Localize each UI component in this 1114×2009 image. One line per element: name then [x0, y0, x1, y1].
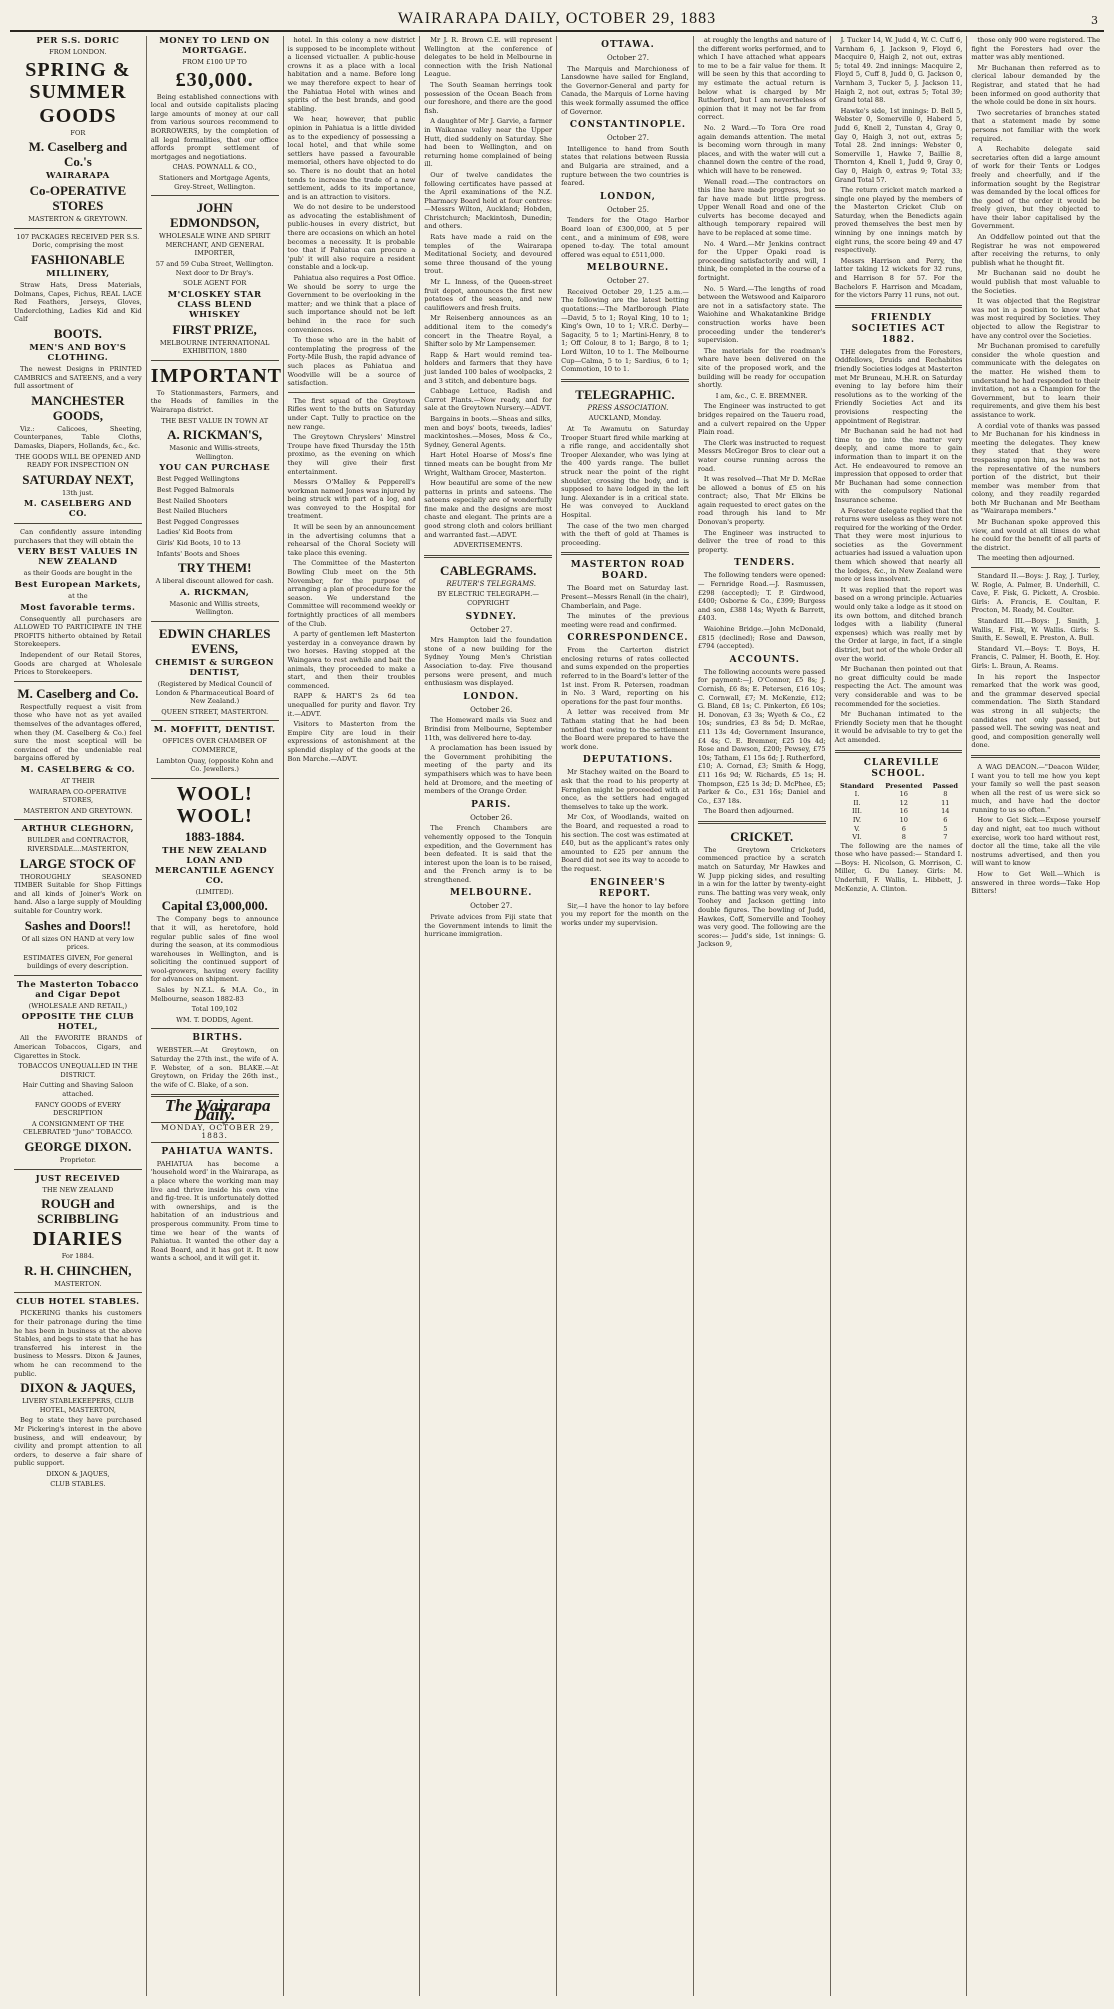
news-item: How beautiful are some of the new patterns in prints and sateens. The sateens especially are of wonderfully fine make and the designs are most chaste and elegant. The prints are a good strong cloth and colors brilliant and warranted fast.—ADVT. — [424, 479, 553, 539]
article-paragraph: Mr Buchanan then referred as to clerical labour demanded by the Registrar, and stated that he had been informed on good authority that the whole could be done in six hours. — [971, 63, 1100, 107]
ad-diaries-nz: THE NEW ZEALAND — [42, 1185, 114, 1194]
news-item: The South Seaman herrings took possession of the Ocean Beach from our foreshore, and there are the good fish. — [424, 80, 553, 115]
article-paragraph: No. 5 Ward.—The lengths of road between the Wetswood and Kaiparoro are not in a satisfactory state. The Waiohine and Whakatankine Bridge construction works have been proceeding under the tenderer's supervision. — [697, 284, 826, 345]
cricket-text: The Greytown Cricketers commenced practice by a scratch match on Saturday, Mr Hawkes and W. Jupp picking sides, and resulting in a win for the latter by twenty-eight runs. The batting was very weak, only Toohey and Jackson getting into double figures. The bowling of Judd, Hawkes, Coff, Somerville and Toohey was very good. The following are the scores:— Judd's side, 1st innings: G. Jackson 9, — [697, 845, 826, 949]
ad-rickman-addr: Masonic and Willis-streets, Wellington. — [169, 444, 260, 461]
friendly-societies-heading: FRIENDLY SOCIETIES ACT 1882. — [851, 312, 946, 345]
ad-edmondson-whisky: M'CLOSKEY STAR CLASS BLEND WHISKEY — [167, 289, 262, 320]
news-item: A party of gentlemen left Masterton yesterday in a conveyance drawn by two horses. Having stopped at the Waingawa to rest awhile and bait the animals, they proceeded to make a start, and then their troubles commenced. — [287, 630, 416, 690]
friendly-societies-text: A Forester delegate replied that the returns were useless as they were not required for the working of the Order. That they were most injurious to societies as the Government actuaries had issued a valuation upon them which showed that nearly all the lodges, &c., in New Zealand were more or less insolvent. — [834, 506, 963, 584]
friendly-societies-text: Mr Buchanan intimated to the Friendly Society men that he thought it would be advisable to try to get the Act amended. — [834, 710, 963, 744]
cable-text: Received October 29, 1.25 a.m.—The following are the latest betting quotations:—The Marlborough Plate —David, 5 to 1; Royal King, 10 to 1; King's Own, 10 to 1; V.R.C. Derby—Sagacity, 5 to 1; Martini-Henry, 8 to 1; Off Colour, 8 to 1; Bargo, 8 to 1; Lord Wilton, 10 to 1. The Melbourne Cup—Calma, 5 to 1; Sardius, 6 to 1; Commotion, 10 to 1. — [561, 287, 689, 374]
ad-caselberg — [14, 686, 142, 816]
ad-caselberg-stores: WAIRARAPA CO-OPERATIVE STORES, — [29, 787, 127, 805]
page-number: 3 — [1091, 14, 1098, 27]
ad-wool-capital: Capital £3,000,000. — [161, 898, 268, 914]
table-row — [835, 833, 963, 842]
ad-caselberg-text: Respectfully request a visit from those who have not as yet availed themselves of the advantages offered, when they (M. Caselberg & Co.) feel sure the most sceptical will be convinced of the undeniable real bargains offered by — [14, 702, 142, 763]
ad-edmondson-sole: SOLE AGENT FOR — [183, 279, 247, 288]
news-item: Messrs O'Malley & Pepperell's workman named Jones was injured by being struck with part of a log, and was conveyed to the Hospital for treatment. — [287, 478, 416, 521]
ad-rickman-item: Best Pegged Congresses — [156, 517, 239, 526]
table-cell: 7 — [943, 833, 948, 842]
column-8 — [967, 36, 1104, 1996]
ad-diaries-year: For 1884. — [61, 1252, 95, 1261]
road-board-heading: MASTERTON ROAD BOARD. — [570, 560, 686, 582]
ad-edmondson-trade: WHOLESALE WINE AND SPIRIT MERCHANT, AND GENERAL IMPORTER, — [159, 232, 271, 258]
miscellany-item: A WAG DEACON.—"Deacon Wilder, I want you to tell me how you kept your family so well the past season when all the rest of us were sick so much, and have had the doctor running to us so often." — [971, 762, 1100, 814]
cable-text: Tenders for the Otago Harbor Board loan of £300,000, at 5 per cent., and a minimum of £98, were opened to-day. The total amount offered was equal to £511,000. — [561, 216, 689, 259]
page-header-title: WAIRARAPA DAILY, OCTOBER 29, 1883 — [397, 10, 717, 27]
friendly-societies-text: Mr Buchanan said he had not had time to go into the matter very deeply, and came more to gain information than to impart it on the Act. He endeavoured to remove an impression that opposed to order that Mr Buchanan had some connection with the compulsory National Insurance scheme. — [834, 427, 963, 504]
news-item: It will be seen by an announcement in the advertising columns that a rehearsal of the Choral Society will take place this evening. — [287, 523, 416, 557]
column-3 — [284, 36, 421, 1996]
table-cell: II. — [853, 798, 861, 807]
accounts-heading: ACCOUNTS. — [729, 654, 800, 665]
ad-signature: M. CASELBERG AND CO. — [23, 499, 132, 520]
news-item: Mr L. Inness, of the Queen-street fruit depot, announces the first new potatoes of the season, and new cauliflowers and fresh fruits. — [424, 278, 553, 312]
leader-text: PAHIATUA has become a 'household word' in the Wairarapa, as a place where the working man may live and thrive inside his own vine and fig-tree. It is unfortunately dotted with ownerships, and is the habitation of an industrious and prosperous community. From time to time we hear of the wants of Pahiatua. It wanted the other day a Road Board, and it has got it. It now wants a school, and it will get it. — [150, 1159, 279, 1263]
ad-money — [151, 36, 279, 191]
ad-wool-sign: WM. T. DODDS, Agent. — [176, 1015, 254, 1024]
ad-cleghorn-all: Of all sizes ON HAND at very low prices. — [21, 934, 135, 952]
ad-packages — [14, 233, 142, 520]
ad-rickman-you: YOU CAN PURCHASE — [159, 463, 271, 474]
ad-cleghorn — [14, 824, 142, 971]
ad-at: at the — [68, 592, 88, 601]
article-paragraph: Hawke's side, 1st innings: D. Bell 5, Webster 0, Somerville 0, Haberd 5, Judd 6, Knell 2, Tunstan 4, Gray 0, Gay 0, Haigh 3, not out, extras 5; Total 28. 2nd innings: Webster 0, Somerville 1, Hawke 7, Baillie 8, Thornton 4, Knell 1, Judd 9, Gray 0, Gay 0, Haigh 0, extras 9; Total 33; Grand Total 57. — [834, 106, 963, 184]
news-item: RAPP & HART'S 2s 6d tea unequalled for purity and flavor. Try it.—ADVT. — [287, 692, 416, 718]
ad-saturday: SATURDAY NEXT, — [22, 471, 134, 487]
table-cell: 8 — [901, 833, 906, 842]
ad-very-best: VERY BEST VALUES IN NEW ZEALAND — [17, 547, 139, 568]
ad-edmondson-exhib: MELBOURNE INTERNATIONAL EXHIBITION, 1880 — [159, 338, 270, 356]
ad-evens — [151, 626, 279, 716]
clareville-heading: CLAREVILLE SCHOOL. — [863, 757, 940, 779]
table-header: Standard — [840, 781, 874, 790]
article-paragraph: It was resolved—That Mr D. McRae be allowed a bonus of £5 on his contract; also, That Mr Elkins be again requested to erect gates on the road through his land to Mr Donovan's property. — [697, 475, 826, 527]
engineer-text: Sir,—I have the honor to lay before you my report for the month on the works under my supervision. — [561, 901, 689, 927]
telegraphic-text: At Te Awamutu on Saturday Trooper Stuart fired while marking at a rifle range, and accidentally shot Trooper Alexander, who was lying at the 400 yards range. The bullet struck near the point of the right shoulder, crossing the body, and is supposed to have lodged in the left lung. Alexander is in a critical state. He was conveyed to Auckland Hospital. — [561, 425, 689, 519]
road-board-text: The Board met on Saturday last. Present—Messrs Renall (in the chair), Chamberlain, and Page. — [561, 584, 689, 610]
news-item: The Committee of the Masterton Bowling Club meet on the 5th November, for the purpose of arranging a plan of procedure for the season. We understand the Committee will recommend weekly or fortnightly practices of all members of the Club. — [287, 559, 416, 628]
dateline-date: October 27. — [470, 625, 513, 634]
news-item: Mr J. R. Brown C.E. will represent Wellington at the conference of delegates to be held in Melbourne in connection with the Irish National League. — [424, 36, 553, 79]
table-row — [835, 807, 963, 816]
ad-rickman-sign: A. RICKMAN, — [179, 587, 250, 598]
table-cell: 6 — [901, 824, 906, 833]
dateline-ottawa: OTTAWA. — [601, 40, 655, 50]
column-4 — [420, 36, 557, 1996]
article-paragraph: An Oddfellow pointed out that the Registrar he was not empowered after receiving the returns, to only publish what he thought fit. — [971, 233, 1100, 267]
newspaper-nameplate: The Wairarapa Daily. — [164, 1096, 271, 1124]
ad-packages-text: 107 PACKAGES RECEIVED PER S.S. Doric, comprising the most — [16, 232, 140, 250]
article-paragraph: Mr Buchanan said no doubt he would publish that most valuable to the Societies. — [971, 269, 1100, 295]
article-paragraph: at roughly the lengths and nature of the different works performed, and to which I have attached what appears to me to be a fair value for them. It will be seen by this that according to my estimate the actual return is below what is charged by Mr Rutherford, but I am nevertheless of opinion that it may not be far from correct. — [697, 36, 826, 122]
clareville-continued: Standard III.—Boys: J. Smith, J. Wallis, E. Fisk, W. Wallis. Girls: S. Smith, E. Sewell, E. Preston, A. Bull. — [971, 617, 1100, 643]
table-row — [835, 816, 963, 825]
news-item: Rats have made a raid on the temples of the Wairarapa Meditational Society, and devoured some three thousand of the young trout. — [424, 233, 553, 276]
dateline-date: October 27. — [606, 54, 649, 62]
cablegrams-heading: CABLEGRAMS. — [439, 562, 537, 578]
ad-diaries-title: DIARIES — [32, 1228, 124, 1251]
ad-cleghorn-large: LARGE STOCK OF — [19, 855, 136, 871]
article-paragraph: hotel. In this colony a new district is supposed to be incomplete without a licensed victualler. A public-house crowns it as a place with a local habitation and a name. Before long we may therefore expect to hear of the Pahiatua Hotel with wines and spirits of the best brands, and good stabling. — [287, 36, 416, 113]
ad-stables-text: PICKERING thanks his customers for their patronage during the time he has been in business at the above Stables, and begs to state that he has transferred his interest in the business to Messrs. Dixon & Jaunes, whom he can recommend to the public. — [14, 1309, 142, 1378]
telegraphic-dateline: AUCKLAND, Monday. — [588, 414, 662, 423]
clareville-continued: Standard II.—Boys: J. Ray, J. Turley, W. Rogle, A. Palmer, B. Underhill, C. Cave, F. Fisk, G. Pickett, A. Crosbie. Girls: A. Francis, E. Coultan, F. Procton, M. Ready, M. Coulter. — [971, 572, 1100, 615]
ad-caselberg-at: AT THEIR — [61, 776, 95, 785]
ad-designs: The newest Designs in PRINTED CAMBRICS and SATEENS, and a very full assortment of — [14, 364, 142, 391]
news-item: The Greytown Chryslers' Minstrel Troupe have fixed Thursday the 15th proximo, as the evening on which they will give their first entertainment. — [287, 433, 416, 476]
telegraphic-sub: PRESS ASSOCIATION. — [587, 403, 669, 412]
table-cell: III. — [852, 807, 862, 816]
article-paragraph: Wenall road.—The contractors on this line have made progress, but so far have made but little progress. Upper Wenall Road and one of the culverts has become decayed and although temporary repaired will have to be replaced at some time. — [697, 177, 826, 238]
ad-rickman-try: TRY THEM! — [177, 560, 252, 576]
ad-date: 13th just. — [61, 488, 94, 497]
page-header — [10, 6, 1104, 32]
ad-club-stables — [14, 1297, 142, 1489]
ad-money-head: MONEY TO LEND ON MORTGAGE. — [159, 36, 270, 56]
ad-stores: Co-OPERATIVE STORES — [29, 183, 127, 214]
dateline-london: LONDON, — [600, 191, 656, 202]
ad-moffitt — [151, 725, 279, 773]
ad-terms: Most favorable terms. — [20, 602, 136, 613]
deputations-text: Mr Cox, of Woodlands, waited on the Board, and requested a road to his section. The cost was estimated at £40, but as the applicant's rates only amounted to £25 per annum the Board did not see its way to accede to the request. — [561, 813, 689, 873]
news-item: Visitors to Masterton from the Empire City are loud in their expressions of astonishment at the splendid display of the goods at the Bon Marche.—ADVT. — [287, 720, 416, 763]
cable-text: The Homeward mails via Suez and Brindisi from Melbourne, September 11th, was delivered here to-day. — [424, 716, 553, 742]
table-cell: IV. — [852, 815, 862, 824]
ad-tobacco-opp: OPPOSITE THE CLUB HOTEL, — [21, 1012, 135, 1033]
cablegrams-elec: BY ELECTRIC TELEGRAPH.—COPYRIGHT — [437, 590, 539, 608]
cable-text: Private advices from Fiji state that the Government intends to limit the hurricane immigration. — [424, 913, 553, 939]
ad-tobacco-consign: A CONSIGNMENT OF THE CELEBRATED "Juno" TOBACCO. — [23, 1119, 133, 1137]
friendly-societies-text: It was replied that the report was based on a wrong principle. Actuaries would only take a lodge as it stood on its own bottom, and ditched branch lodges with a liability (funeral expenses) which was really met by the Order at large, in fact, if a single district, but not of the whole Order all over the world. — [834, 585, 963, 663]
ad-tobacco-sub: (WHOLESALE AND RETAIL,) — [28, 1001, 128, 1010]
ad-spring-summer — [14, 36, 142, 224]
ad-money-amount: £30,000. — [175, 68, 254, 91]
ad-tobacco-prop: Proprietor. — [59, 1156, 96, 1164]
deputations-text: Mr Stachey waited on the Board to ask that the road to his property at Fernglen might be proceeded with at once, as the settlers had engaged themselves to take up the work. — [561, 768, 689, 811]
table-cell: 8 — [943, 790, 948, 799]
ad-towns: MASTERTON & GREYTOWN. — [28, 215, 128, 224]
news-item: A daughter of Mr J. Garvie, a farmer in Waikanae valley near the Upper Hutt, died suddenly on Saturday. She had been to Wellington, and on returning home complained of being ill. — [424, 117, 553, 169]
ad-cleghorn-name: ARTHUR CLEGHORN, — [21, 824, 135, 835]
ad-items-text: Straw Hats, Dress Materials, Dolmans, Capes, Fichus, REAL LACE Red Feathers, Jerseys, Gloves, Underclothing, Ladies Kid and Kid Calf — [14, 280, 142, 324]
births-text: WEBSTER.—At Greytown, on Saturday the 27th inst., the wife of A. F. Webster, of a son. BLAKE.—At Greytown, on Friday the 26th inst., the wife of C. Blake, of a son. — [150, 1046, 279, 1089]
table-cell: 12 — [899, 798, 908, 807]
accounts-close: The Board then adjourned. — [703, 807, 794, 816]
advertisements-note: ADVERTISEMENTS. — [453, 541, 523, 550]
table-cell: 10 — [899, 815, 908, 824]
ad-boots: BOOTS. — [53, 325, 102, 341]
ad-rickman-sub: To Stationmasters, Farmers, and the Heads of families in the Wairarapa district. — [150, 388, 279, 415]
columns — [10, 36, 1104, 1996]
ad-rickman-name: A. RICKMAN'S, — [167, 427, 263, 443]
cricket-heading: CRICKET. — [730, 828, 794, 844]
friendly-societies-text: Mr Buchanan then pointed out that no great difficulty could be made respecting the Act. The amount was very considerable and was to be recommended for the societies. — [834, 665, 963, 708]
ad-edmondson — [151, 200, 279, 356]
article-paragraph: The materials for the roadman's whare have been delivered on the site of the proposed work, and the building will be ready for occupation shortly. — [697, 346, 826, 390]
ad-big-headline: SPRING & SUMMER — [25, 58, 131, 103]
article-paragraph: The Engineer was instructed to deliver the tree of road to this property. — [697, 528, 826, 554]
tenders-heading: TENDERS. — [734, 558, 796, 569]
clareville-continued: Standard VI.—Boys: T. Boys, H. Francis, C. Palmer, H. Booth, E. Hoy. Girls: L. Braun, A. Reams. — [971, 644, 1100, 670]
article-paragraph: To those who are in the habit of contemplating the progress of the Forty-Mile Bush, the rapid advance of such places as Pahiatua and Woodville will be a source of satisfaction. — [287, 336, 416, 388]
ad-wool-title: WOOL! WOOL! — [176, 782, 253, 827]
table-cell: VI. — [852, 833, 862, 842]
ad-stables-title: CLUB HOTEL STABLES. — [16, 1297, 140, 1308]
ad-caselberg-towns: MASTERTON AND GREYTOWN. — [23, 806, 133, 815]
ad-ready: THE GOODS WILL BE OPENED AND READY FOR INSPECTION ON — [15, 452, 141, 470]
ad-markets: Best European Markets, — [14, 580, 142, 591]
road-board-minutes: The minutes of the previous meeting were read and confirmed. — [561, 612, 689, 629]
column-6 — [694, 36, 831, 1996]
correspondence-text: From the Carterton district enclosing returns of rates collected and sums expended on the properties referred to in the Board's letter of the 1st inst. From R. Petersen, roadman in No. 3 Ward, reporting on his operations for the past four months. — [561, 646, 689, 706]
article-paragraph: A Rechabite delegate said secretaries often did a large amount of work for their Tents or Lodges freely and cheerfully, and if the information sought by the Registrar was demanded by the local offices for the good of the order it would be freely given, but they objected to have their labor capitalised by the Government. — [971, 145, 1100, 231]
ad-money-addr: Stationers and Mortgage Agents, Grey-Street, Wellington. — [159, 173, 271, 191]
ad-wool-company: THE NEW ZEALAND LOAN AND MERCANTILE AGENCY CO. — [155, 845, 275, 886]
dateline-paris: PARIS. — [471, 799, 512, 810]
miscellany-item: How to Get Sick.—Expose yourself day and night, eat too much without exercise, work too hard without rest, doctor all the time, take all the vile nostrums advertised, and then you will want to know — [971, 816, 1100, 868]
correspondence-heading: CORRESPONDENCE. — [567, 633, 689, 644]
table-header-row — [835, 782, 963, 791]
table-cell: 16 — [899, 807, 908, 816]
table-row — [835, 825, 963, 834]
ad-wool-text: The Company begs to announce that it will, as heretofore, hold regular public sales of fine wool during the season, at its commodious warehouses in Wellington, and is soliciting the continued support of wool-growers, having every facility for advances on shipment. — [150, 915, 279, 984]
dateline-date: October 27. — [606, 134, 649, 143]
ad-cleghorn-sashes: Sashes and Doors!! — [24, 917, 131, 933]
issue-date: MONDAY, OCTOBER 29, 1883. — [151, 1122, 279, 1143]
news-item: Cabbage Lettuce, Radish and Carrot Plants.—Now ready, and for sale at the Greytown Nursery.—ADVT. — [424, 387, 553, 413]
table-row — [835, 799, 963, 808]
engineer-signature: I am, &c., C. E. BREMNER. — [715, 391, 808, 400]
article-paragraph: those only 900 were registered. The fight the Foresters had over the matter was ably mentioned. — [971, 36, 1100, 62]
ad-tobacco-fancy: FANCY GOODS of EVERY DESCRIPTION — [34, 1100, 121, 1118]
table-cell: 6 — [943, 815, 948, 824]
ad-caselberg-sign: M. CASELBERG & CO. — [20, 764, 136, 775]
ad-moffitt-name: M. MOFFITT, DENTIST. — [153, 725, 276, 736]
ad-stables-beg: Beg to state they have purchased Mr Pickering's interest in the above business, and will endeavour, by civility and prompt attention to all orders, to deserve a fair share of public support. — [14, 1416, 142, 1468]
ad-rickman-item: Best Nailed Bluchers — [156, 507, 228, 516]
article-paragraph: Mr Buchanan promised to carefully consider the whole question and communicate with the delegates on the matter. He wished them to understand he had responded to their invitation, not as a Champion for the Government, but to learn their requirements, and give them his best assistance to work. — [971, 342, 1100, 419]
article-paragraph: The meeting then adjourned. — [977, 554, 1075, 563]
article-paragraph: Two secretaries of branches stated that a statement made by some persons not familiar with the work required. — [971, 108, 1100, 143]
table-cell: I. — [854, 790, 860, 799]
table-cell: V. — [854, 824, 860, 833]
ad-diaries-name: R. H. CHINCHEN, — [24, 1262, 132, 1278]
dateline-date: October 26. — [470, 813, 513, 822]
births-heading: BIRTHS. — [192, 1033, 243, 1044]
table-cell: 5 — [943, 824, 948, 833]
dateline-melbourne: MELBOURNE. — [586, 263, 670, 274]
miscellany-item: How to Get Well.—Which is answered in three words—Take Hop Bitters! — [971, 870, 1100, 896]
telegraphic-text: The case of the two men charged with the theft of gold at Thames is proceeding. — [561, 521, 689, 547]
ad-evens-reg: (Registered by Medical Council of London & Pharmaceutical Board of New Zealand.) — [155, 679, 274, 706]
ad-diaries — [14, 1174, 142, 1289]
ad-diaries-place: MASTERTON. — [54, 1279, 102, 1288]
article-paragraph: A cordial vote of thanks was passed to Mr Buchanan for his kindness in meeting the delegates. They knew they stated that they were trespassing upon him, as he was not the representative of the numbers portion of the district, but their member was member from that colony, and they readily regarded both Mr Buchanan and Mr Beetham as "Wairarapa members." — [971, 421, 1100, 516]
ad-clothing: MEN'S AND BOY'S CLOTHING. — [29, 342, 127, 363]
ad-moffitt-addr: Lambton Quay, (opposite Kohn and Co. Jewellers.) — [156, 756, 274, 774]
news-item: Bargains in boots.—Sheas and silks, men and boys' boots, tweeds, ladies' mackintoshes.—Moses, Moss & Co., Sydney, General Agents. — [424, 414, 553, 449]
correspondence-text: A letter was received from Mr Tatham stating that he had been notified that owing to the settlement the Board were prepared to have the work done. — [561, 708, 689, 751]
ad-rickman-item: Ladies' Kid Boots from — [156, 528, 233, 537]
dateline-date: October 27. — [470, 902, 513, 911]
ad-purchasers: Consequently all purchasers are ALLOWED TO PARTICIPATE IN THE PROFITS hitherto obtained by Retail Storekeepers. — [14, 614, 142, 649]
ad-wool-sales: Sales by N.Z.L. & M.A. Co., in Melbourne, season 1882-83 — [150, 986, 279, 1003]
ad-bought: as their Goods are bought in the — [23, 569, 133, 578]
article-paragraph: We hear, however, that public opinion in Pahiatua is a little divided as to the expediency of possessing a local hotel, and that while some settlers have passed a favourable memorial, others have objected to do so. There is no doubt that an hotel tends to increase the trade of a new settlement, adds to its importance, and is an attraction to visitors. — [287, 115, 416, 201]
article-paragraph: We do not desire to be understood as advocating the establishment of public-houses in every district, but there are occasions on which an hotel becomes a necessity. It is probable too that if Pahiatua can procure a 'pub' it will also require a resident constable and a lock-up. — [287, 203, 416, 272]
ad-wool — [151, 783, 279, 1025]
article-paragraph: The return cricket match marked a single one played by the members of the Masterton Cricket Club on Saturday, when the Benedicts again proved themselves the best men by winning by one innings match by eight runs, the score being 49 and 47 respectively. — [834, 186, 963, 255]
ad-edmondson-prize: FIRST PRIZE, — [172, 321, 257, 337]
ad-tobacco — [14, 980, 142, 1165]
table-row — [835, 790, 963, 799]
ad-rickman-item: Infants' Boots and Shoes — [156, 549, 240, 558]
ad-rickman-item: Girls' Kid Boots, 10 to 13 — [156, 539, 241, 547]
article-paragraph: No. 2 Ward.—To Tora Ore road again demands attention. The metal is becoming worn through in many places, and with the water will cut a channel down the centre of the road, which will have to be renewed. — [697, 123, 826, 175]
ad-rickman-best: THE BEST VALUE IN TOWN AT — [161, 416, 269, 425]
ad-tobacco-title: The Masterton Tobacco and Cigar Depot — [16, 979, 139, 1000]
dateline-constantinople: CONSTANTINOPLE. — [569, 120, 687, 131]
cable-text: Intelligence to hand from South states that relations between Russia and Bulgaria are strained, and a rupture between the two countries is feared. — [561, 144, 689, 188]
ad-cleghorn-trade: BUILDER and CONTRACTOR, RIVERSDALE....MASTERTON, — [27, 836, 129, 853]
article-paragraph: Pahiatua also requires a Post Office. We should be sorry to urge the Government to be overlooking in the matter; and we think that a place of such importance should not be left behind in the race for such conveniences. — [287, 274, 416, 334]
ad-stables-livery: LIVERY STABLEKEEPERS, CLUB HOTEL, MASTERTON, — [21, 1397, 134, 1414]
tenders-text: The following tenders were opened:— Fernridge Road.—J. Rasmussen, £298 (accepted); T. P. Girdwood, £400; Osborne & Co., £399; Burgess and son, £388 14s; Wyeth & Barrett, £403. — [697, 571, 826, 623]
cable-text: Mrs Hampton laid the foundation stone of a new building for the Sydney Young Men's Christian Association to-day. Five thousand persons were present, and much enthusiasm was displayed. — [424, 636, 553, 688]
clareville-table — [835, 782, 963, 842]
ad-evens-title: CHEMIST & SURGEON DENTIST, — [155, 657, 275, 678]
ad-firm-name: M. Caselberg and Co.'s — [28, 139, 128, 170]
ad-money-from: FROM £100 UP TO — [182, 58, 247, 66]
ad-rickman-item: Best Nailed Shooters — [156, 496, 228, 505]
ad-stables-sign: DIXON & JAQUES, — [46, 1469, 110, 1478]
table-header: Passed — [932, 781, 958, 790]
ad-money-text: Being established connections with local and outside capitalists placing large amounts of money at our call from various sources recommend to BORROWERS, by the completion of all legal formalities, that our office affords prompt settlement of mortgages and negotiations. — [150, 92, 279, 161]
article-paragraph: It was objected that the Registrar was not in a position to know what was most required by Societies. They objected to allow the Registrar to have any control over the Societies. — [971, 297, 1100, 340]
ad-shipping-origin: FROM LONDON. — [49, 48, 107, 56]
news-item: Rapp & Hart would remind tea-holders and farmers that they have just landed 100 bales of woolpacks, 2 and 3 stitch, and debenture bags. — [424, 350, 553, 385]
cable-text: The French Chambers are vehemently opposed to the Tonquin expedition, and the Government has been defeated. It is said that the interest upon the loan is to be raised, and the French army is to be strengthened. — [424, 824, 553, 884]
table-header: Presented — [885, 781, 923, 790]
column-2 — [147, 36, 284, 1996]
ad-tobacco-unequal: TOBACCOS UNEQUALLED IN THE DISTRICT. — [18, 1062, 138, 1079]
table-cell: 16 — [899, 790, 908, 799]
news-item: The first squad of the Greytown Rifles went to the butts on Saturday under Capt. Tully to practice on the new range. — [287, 396, 416, 431]
ad-rickman-item: Best Pegged Balmorals — [156, 486, 235, 495]
ad-diaries-rough: ROUGH and SCRIBBLING — [37, 1196, 119, 1227]
ad-millinery: MILLINERY, — [46, 268, 110, 279]
ad-rickman-disc: A liberal discount allowed for cash. — [155, 577, 274, 586]
dateline-date: October 26. — [470, 705, 513, 714]
table-cell: 11 — [941, 798, 950, 807]
accounts-text: The following accounts were passed for payment:—J. O'Connor, £5 8s; J. Cornish, £6 8s; E. Petersen, £16 10s; C. Cornwall, £7; M. McKenzie, £12; G. Bland, £8 1s; C. Pinkerton, £6 10s; H. Donovan, £3 3s; Wyeth & Co., £2 10s; sundries, £3 8s 5d; D. McRae, £11 13s 4d; Government Insurance, £4 4s; C. E. Bremner, £25 10s 4d; Rose and Dawson, £200; Pewsey, £75 10s; Tatham, £1 15s 6d; J. Rutherford, £10; A. Cornad, £3; Smith & Hogg, £11 16s 9d; W. Richards, £5 1s; H. Thompson, £25 1s 3d; D. McPhee, £5; Parker & Co., £31 16s; Daniel and Co., £37 18s. — [697, 667, 826, 805]
ad-best-values — [14, 528, 142, 677]
ad-goods: GOODS — [39, 104, 117, 127]
telegraphic-heading: TELEGRAPHIC. — [575, 386, 675, 402]
ad-rickman-addr2: Masonic and Willis streets, Wellington. — [169, 599, 260, 617]
dateline-date: October 25. — [606, 205, 649, 214]
cable-text: The Marquis and Marchioness of Lansdowne have sailed for England, the Governor-General and party for Canada, the Marquis of Lorne having this week formally assumed the office of Governor. — [561, 64, 689, 116]
article-paragraph: The Engineer was instructed to get bridges repaired on the Taueru road, and a culvert repaired on the Upper Plain road. — [697, 402, 826, 437]
ad-rickman-title: IMPORTANT — [150, 364, 283, 387]
ad-manchester: MANCHESTER GOODS, — [31, 392, 125, 423]
ad-edmondson-name: JOHN EDMONDSON, — [170, 200, 260, 231]
news-item: Mr Reisenberg announces as an additional item to the comedy's concert in the Theatre Royal, a Shifter solo by Mr Lampensemer. — [424, 314, 553, 349]
ad-fashionable: FASHIONABLE — [31, 251, 125, 267]
table-cell: 14 — [941, 807, 950, 816]
cablegrams-sub: REUTER'S TELEGRAMS. — [446, 579, 537, 588]
article-paragraph: The Clerk was instructed to request Messrs McGregor Bros to clear out a water course running across the road. — [697, 438, 826, 473]
ad-money-sign: CHAS. POWNALL & CO., — [172, 163, 257, 172]
ad-tobacco-name: GEORGE DIXON. — [24, 1139, 132, 1154]
ad-stables-tag: CLUB STABLES. — [50, 1480, 106, 1489]
leader-heading: PAHIATUA WANTS. — [161, 1146, 274, 1157]
ad-place: WAIRARAPA — [46, 171, 110, 182]
ad-wool-total: Total 109,102 — [191, 1005, 238, 1014]
article-paragraph: Messrs Harrison and Perry, the latter taking 12 wickets for 32 runs, and Harrison 8 for 57. For the Bachelors F. Harrison and Mcadam, for the victors Parry 11 runs, not out. — [834, 256, 963, 300]
dateline-melbourne: MELBOURNE. — [450, 888, 533, 899]
article-paragraph: J. Tucker 14, W. Judd 4, W. C. Cuff 6, Varnham 6, J. Jackson 9, Floyd 6, Macquire 0, Haigh 2, not out, extras 5; total 49. 2nd innings: Macquire 2, Floyd 5, Cuff 8, Judd 0, G. Jackson 0, Varnham 3, Tucker 5, J. Jackson 11, Haigh 2, not out, extras 5; Total 39; Grand total 88. — [834, 36, 963, 105]
tenders-text: Waiohine Bridge.—John McDonald, £815 (declined); Rose and Dawson, £794 (accepted). — [697, 625, 826, 651]
ad-wool-year: 1883-1884. — [184, 828, 245, 844]
cable-text: A proclamation has been issued by the Government prohibiting the meeting of the party and its sympathisers which was to have been held at Dromore, and the meeting of members of the Orange Order. — [424, 744, 553, 796]
ad-edmondson-addr: 57 and 59 Cuba Street, Wellington. Next door to Dr Bray's. — [155, 259, 274, 277]
ad-tobacco-text: All the FAVORITE BRANDS of American Tobaccos, Cigars, and Cigarettes in Stock. — [14, 1034, 142, 1060]
column-7 — [831, 36, 968, 1996]
dateline-sydney: SYDNEY. — [465, 611, 517, 622]
article-paragraph: No. 4 Ward.—Mr Jenkins contract for the Upper Opaki road is proceeding satisfactorily and will, I think, be completed in the course of a fortnight. — [697, 239, 826, 283]
ad-cleghorn-estimates: ESTIMATES GIVEN, For general buildings of every description. — [23, 953, 133, 971]
ad-cleghorn-timber: THOROUGHLY SEASONED TIMBER Suitable for Shop Fittings and all kinds of Joiner's Work on hand. Also a large supply of Moulding suitable for Country work. — [14, 872, 142, 915]
ad-shipping-line: PER S.S. DORIC — [36, 36, 120, 46]
ad-moffitt-office: OFFICES OVER CHAMBER OF COMMERCE, — [162, 737, 267, 754]
ad-rickman — [150, 364, 283, 617]
ad-independent: Independent of our Retail Stores, Goods are charged at Wholesale Prices to Storekeepers. — [14, 651, 142, 677]
clareville-text: The following are the names of those who have passed:— Standard I.—Boys: H. Nicolson, G. Morrison, C. Miller, G. Du Laney. Girls: M. Underhill, F. Wallis, L. Hibbett, J. McKenzie, A. Clinton. — [834, 841, 963, 893]
ad-rickman-item: Best Pegged Wellingtons — [156, 475, 240, 484]
article-paragraph: Mr Buchanan spoke approved this view, and would at all times do what he could for the benefit of all parts of the district. — [971, 518, 1100, 552]
ad-evens-name: EDWIN CHARLES EVENS, — [158, 625, 271, 656]
friendly-societies-text: THE delegates from the Foresters, Oddfellows, Druids and Rechabites friendly Societies lodges at Masterton met Mr Bruneau, M.H.R. on Saturday evening to lay before him their resolutions as to the working of the Friendly Societies Act and its provisions respecting the appointment of Registrar. — [834, 347, 963, 425]
ad-wool-limited: (LIMITED). — [195, 887, 234, 896]
ad-for: FOR — [70, 128, 86, 137]
ad-stables-firm: DIXON & JAQUES, — [20, 1380, 136, 1396]
news-item: Hart Hotel Hoarse of Moss's fine tinned meats can be bought from Mr Wright, Waltham Grocer, Masterton. — [424, 451, 553, 477]
dateline-london: LONDON. — [463, 691, 520, 702]
ad-diaries-just: JUST RECEIVED — [35, 1173, 121, 1184]
ad-tobacco-hair: Hair Cutting and Shaving Saloon attached. — [22, 1081, 134, 1099]
dateline-date: October 27. — [606, 277, 649, 286]
ad-assure: Can confidently assure intending purchasers that they will obtain the — [14, 528, 142, 545]
column-5 — [557, 36, 694, 1996]
column-1 — [10, 36, 147, 1996]
clareville-continued: In his report the Inspector remarked that the work was good, and the grammar deserved special commendation. The Sixth Standard was strong in all subjects; the candidates not only passed, but passed well. The sewing was neat and good, and composition generally well done. — [971, 672, 1100, 750]
ad-evens-addr: QUEEN STREET, MASTERTON. — [161, 707, 269, 716]
engineer-heading: ENGINEER'S REPORT. — [590, 877, 666, 899]
deputations-heading: DEPUTATIONS. — [582, 755, 674, 766]
ad-list: Viz.: Calicoes, Sheeting, Counterpanes, Table Cloths, Damasks, Diapers, Hollands, &c., &c. — [14, 424, 142, 450]
ad-caselberg-firm: M. Caselberg and Co. — [17, 685, 139, 701]
news-item: Our of twelve candidates the following certificates have passed at the April examinations of the N.Z. Pharmacy Board held at four centres:—Messrs Wilton, Auckland; Hobden, Christchurch; Mackintosh, Dunedin; and others. — [424, 170, 553, 231]
